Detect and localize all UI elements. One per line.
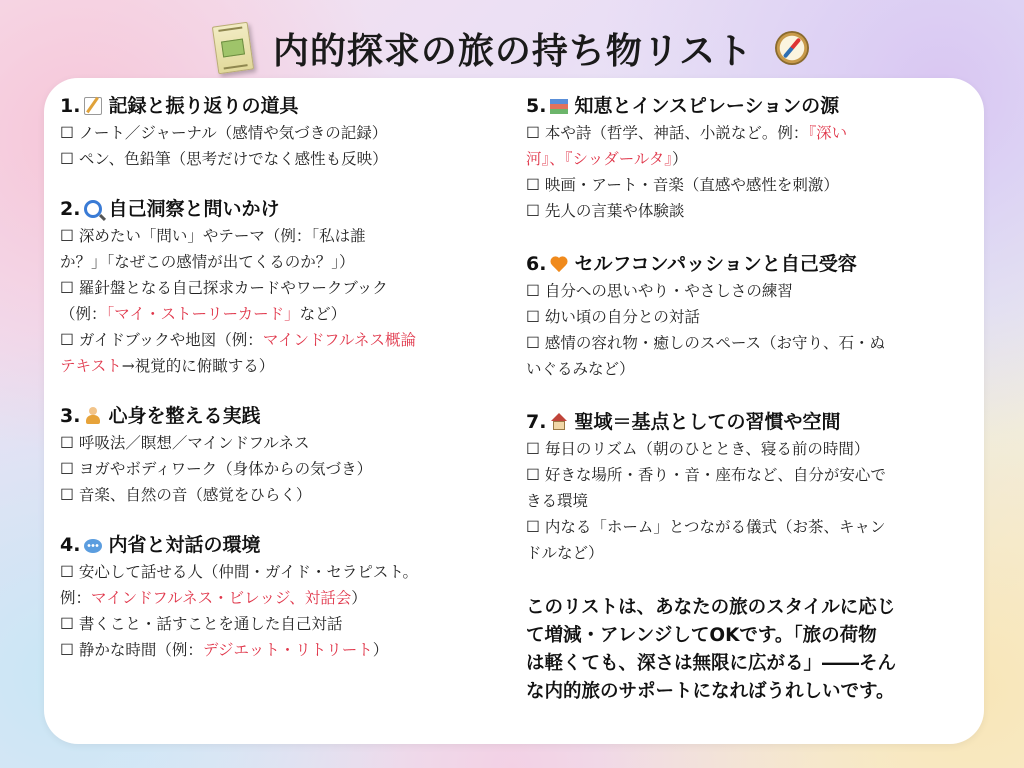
page-title: 内的探求の旅の持ち物リスト [272, 30, 754, 72]
section-heading [526, 252, 962, 276]
compass-icon [775, 31, 809, 65]
checklist-item-continued: ドルなど） [526, 544, 604, 562]
section-5 [526, 94, 962, 224]
item-text: ） [351, 589, 367, 607]
highlight-text: 「マイ・ストーリーカード」 [106, 305, 300, 323]
checklist-item: ☐ 音楽、自然の音（感覚をひらく） [60, 486, 312, 504]
section-heading [60, 404, 490, 428]
orange-heart-icon [550, 255, 568, 273]
checklist-item [526, 120, 962, 146]
highlight-text: マインドフルネス概論 [262, 331, 416, 349]
checklist-item-continued [60, 353, 490, 379]
checklist-item-continued [60, 301, 490, 327]
checklist-item-continued: いぐるみなど） [526, 360, 635, 378]
closing-line: は軽くても、深さは無限に広がる」――そん [526, 653, 897, 674]
checklist-item: ☐ ペン、色鉛筆（思考だけでなく感性も反映） [60, 150, 388, 168]
checklist-item: ☐ 感情の容れ物・癒しのスペース（お守り、石・ぬ [526, 334, 886, 352]
highlight-text: デジエット・リトリート [202, 641, 373, 659]
section-6 [526, 252, 962, 382]
section-number: 7. [526, 411, 547, 433]
section-title: 聖域＝基点としての習慣や空間 [574, 411, 841, 433]
section-title: 知恵とインスピレーションの源 [574, 95, 840, 117]
section-number: 5. [526, 95, 547, 117]
item-text: ） [672, 150, 688, 168]
item-text: など） [299, 305, 347, 323]
speech-bubble-icon [84, 539, 102, 553]
section-number: 2. [60, 198, 81, 220]
section-number: 6. [526, 253, 547, 275]
section-title: 内省と対話の環境 [108, 534, 261, 556]
checklist-item: ☐ 毎日のリズム（朝のひととき、寝る前の時間） [526, 440, 870, 458]
item-text: 例： [60, 589, 92, 607]
section-number: 1. [60, 95, 81, 117]
checklist-item: ☐ 羅針盤となる自己探求カードやワークブック [60, 279, 388, 297]
checklist-item: ☐ ノート／ジャーナル（感情や気づきの記録） [60, 124, 388, 142]
item-text: →視覚的に俯瞰する） [121, 357, 275, 375]
checklist-item: ☐ 安心して話せる人（仲間・ガイド・セラピスト。 [60, 563, 418, 581]
section-4 [60, 533, 490, 663]
section-title: 記録と振り返りの道具 [108, 95, 299, 117]
checklist-item-continued: きる環境 [526, 492, 589, 510]
item-text: ） [372, 641, 389, 659]
highlight-text: 『深い [808, 124, 848, 142]
checklist-item: ☐ 幼い頃の自分との対話 [526, 308, 700, 326]
checklist-item: ☐ 呼吸法／瞑想／マインドフルネス [60, 434, 310, 452]
checklist-item-continued: か？」「なぜこの感情が出てくるのか？」） [60, 253, 355, 271]
highlight-text: 河』、『シッダールタ』 [526, 150, 673, 168]
highlight-text: テキスト [60, 357, 122, 375]
section-1 [60, 94, 490, 172]
section-title: セルフコンパッションと自己受容 [574, 253, 857, 275]
section-number: 3. [60, 405, 81, 427]
highlight-text: マインドフルネス・ビレッジ、対話会 [91, 589, 352, 607]
checklist-item [60, 637, 490, 663]
section-title: 自己洞察と問いかけ [108, 198, 280, 220]
section-heading [60, 197, 490, 221]
item-text: ☐ ガイドブックや地図（例： [60, 331, 263, 349]
section-7 [526, 410, 962, 566]
section-heading [60, 94, 490, 118]
section-heading [526, 94, 962, 118]
checklist-item: ☐ 映画・アート・音楽（直感や感性を刺激） [526, 176, 839, 194]
checklist-item: ☐ 深めたい「問い」やテーマ（例：「私は誰 [60, 227, 366, 245]
closing-message [526, 594, 962, 706]
closing-line: このリストは、あなたの旅のスタイルに応じ [526, 597, 896, 618]
books-icon [550, 97, 568, 115]
item-text: （例： [60, 305, 107, 323]
checklist-item: ☐ 書くこと・話すことを通した自己対話 [60, 615, 343, 633]
checklist-item [60, 327, 490, 353]
item-text: ☐ 本や詩（哲学、神話、小説など。例： [526, 124, 809, 142]
section-3 [60, 404, 490, 508]
checklist-item-continued [526, 146, 962, 172]
section-title: 心身を整える実践 [108, 405, 261, 427]
magnifying-glass-icon [84, 200, 102, 218]
checklist-item: ☐ 先人の言葉や体験談 [526, 202, 685, 220]
section-heading [526, 410, 962, 434]
house-icon [550, 413, 568, 431]
header [0, 18, 1024, 78]
checklist-item-continued [60, 585, 490, 611]
section-heading [60, 533, 490, 557]
closing-line: な内的旅のサポートになればうれしいです。 [526, 681, 895, 702]
section-2 [60, 197, 490, 379]
checklist-item: ☐ 好きな場所・香り・音・座布など、自分が安心で [526, 466, 886, 484]
checklist-item: ☐ 自分への思いやり・やさしさの練習 [526, 282, 793, 300]
checklist-item: ☐ 内なる「ホーム」とつながる儀式（お茶、キャン [526, 518, 886, 536]
item-text: ☐ 静かな時間（例： [60, 641, 203, 659]
meditating-person-icon [84, 407, 102, 425]
memo-icon [84, 97, 102, 115]
left-column [60, 94, 490, 688]
checklist-card [44, 78, 984, 744]
checklist-item: ☐ ヨガやボディワーク（身体からの気づき） [60, 460, 373, 478]
guidebook-icon [212, 22, 254, 75]
section-number: 4. [60, 534, 81, 556]
right-column [526, 94, 962, 706]
closing-line: て増減・アレンジしてOKです。「旅の荷物 [526, 625, 877, 646]
